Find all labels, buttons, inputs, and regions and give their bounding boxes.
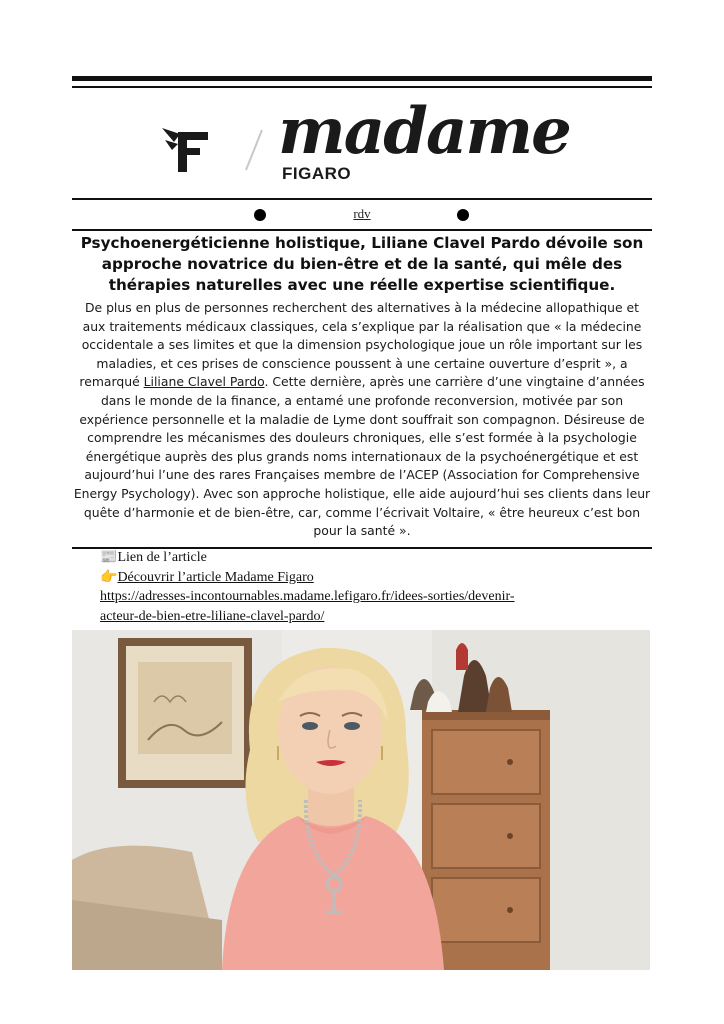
article-url-link[interactable]: https://adresses-incontournables.madame.lefigaro.fr/idees-sorties/devenir- [100, 589, 515, 604]
links-heading-row [100, 548, 660, 568]
cta-row [100, 568, 660, 588]
brand-wordmark: madame [278, 94, 570, 169]
section-tag[interactable]: rdv [353, 206, 371, 221]
svg-text:F: F [190, 170, 191, 171]
madame-figaro-logo[interactable] [160, 94, 580, 188]
bullet-dot-left [254, 209, 266, 221]
header-rule-thin [72, 86, 652, 88]
bullet-dot-right [457, 209, 469, 221]
url-row-2 [100, 607, 660, 627]
links-label: Lien de l’article [117, 550, 207, 565]
portrait-photo [72, 630, 650, 970]
pointing-hand-icon: 👉 [100, 569, 118, 585]
figaro-f-icon [160, 120, 216, 176]
article-body-rest: . Cette dernière, après une carrière d’une vingtaine d’années dans le monde de la finance, a entamé une profonde reconversion, motivée par son expérience personnelle et la maladie de Lyme dont souffrait son compagnon. Désireuse de comprendre les mécanismes des douleurs chroniques, elle s’est formée à la psychologie énergétique auprès des plus grands noms internationaux de la psychoénergétique et est aujourd’hui l’une des rares Françaises membre de l’ACEP (Association for Comprehensive Energy Psychology). Avec son approche holistique, elle aide aujourd’hui ses clients dans leur quête d’harmonie et de bien-être, car, comme l’écrivait Voltaire, « être heureux c’est bon pour la santé ». [73, 374, 651, 539]
discover-article-link[interactable]: Découvrir l’article Madame Figaro [117, 569, 314, 585]
brand-subbrand: FIGARO [282, 164, 352, 183]
section-rule-bottom [72, 229, 652, 231]
article-body-intro: De plus en plus de personnes recherchent des alternatives à la médecine allopathique et aux traitements médicaux classiques, cela s’explique par la réalisation que « la médecine occidentale a ses limites et que la dimension psychologique joue un rôle important sur les maladies, et ces prises de conscience poussent à une certaine ouverture d’esprit », a remarqué [79, 300, 643, 390]
newspaper-icon: 📰 [100, 550, 118, 565]
section-rule-top [72, 198, 652, 200]
article-body [72, 299, 652, 541]
logo-divider-slash-icon [242, 128, 266, 172]
article-links [100, 548, 660, 626]
article-headline: Psychoenergéticienne holistique, Liliane Clavel Pardo dévoile son approche novatrice du bien-être et de la santé, qui mêle des thérapies naturelles avec une réelle expertise scientifique. [80, 234, 644, 294]
header-rule-thick [72, 76, 652, 81]
person-link[interactable]: Liliane Clavel Pardo [143, 374, 265, 390]
article-url-link-continued[interactable]: acteur-de-bien-etre-liliane-clavel-pardo/ [100, 608, 325, 624]
url-row-1 [100, 587, 660, 607]
